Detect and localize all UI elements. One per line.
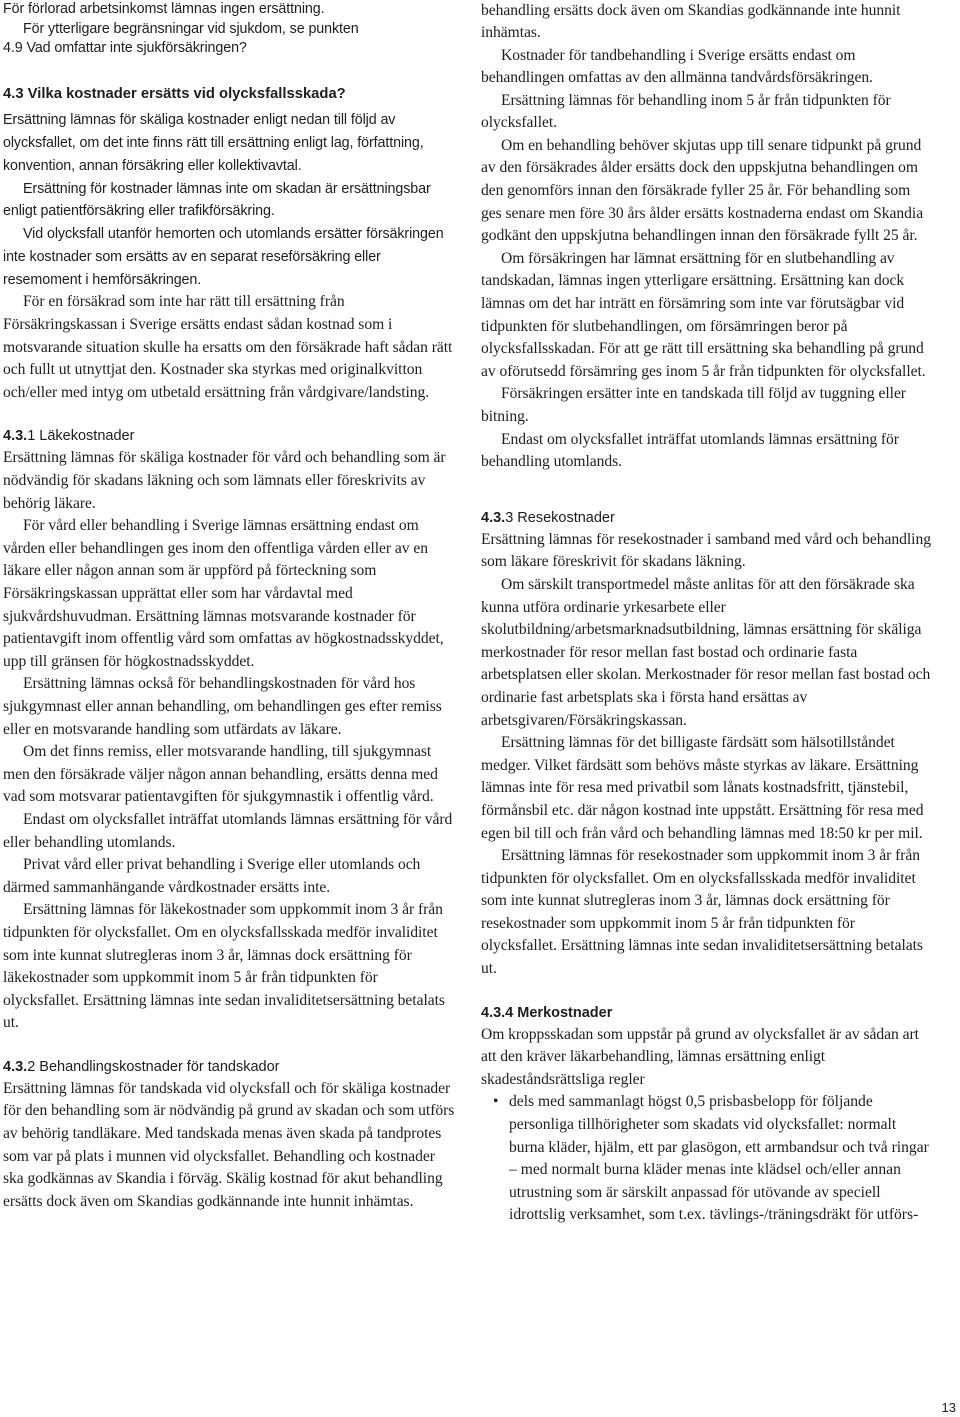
section-4-3-paragraph-4: För en försäkrad som inte har rätt till ersättning från Försäkringskassan i Sverige ersätts endast sådan kostnad som i motsvarande situation skulle ha ersatts om den försäkrade haft sådan rätt och fullt ut utnyttjat den. Kostnader ska styrkas med originalkvitton och/eller med intyg om utbetald ersättning från vårdgivare/landsting. <box>3 293 453 401</box>
section-4-3-3-paragraph-3: Ersättning lämnas för det billigaste färdsätt som hälsotillståndet medger. Vilket färdsätt som behövs måste styrkas av läkare. Ersättning lämnas inte för resa med privatbil som lånats kostnadsfritt, tjänstebil, förmånsbil etc. där någon kostnad inte uppstått. Ersättning för resa med egen bil till och från vård och behandling lämnas med 18:50 kr per mil. <box>481 734 924 842</box>
section-4-3-2-paragraph-6: Försäkringen ersätter inte en tandskada till följd av tuggning eller bitning. <box>481 385 906 425</box>
section-4-3-2-paragraph-2: Kostnader för tandbehandling i Sverige ersätts endast om behandlingen omfattas av den allmänna tandvårdsförsäkringen. <box>481 46 873 87</box>
section-4-3-2-heading <box>3 1056 455 1078</box>
section-4-3-1-paragraph-2: För vård eller behandling i Sverige lämnas ersättning endast om vården eller behandlingen ges inom den offentliga vården eller av en läkare eller någon annan som är uppförd på förteckning som Försäkringskassan upprättat eller som har vårdavtal med sjukvårdshuvudman. Ersättning lämnas motsvarande kostnader för patientavgift inom offentlig vård som omfattas av högkostnadsskyddet, upp till gränsen för högkostnadsskyddet. <box>3 517 444 670</box>
section-4-3-3-paragraph-4: Ersättning lämnas för resekostnader som uppkommit inom 3 år från tidpunkten för olycksfallet. Om en olycksfallsskada medför invaliditet som inte kunnat slutregleras inom 3 år, lämnas dock ersättning för resekostnader som uppkommit inom 5 år från tidpunkten för olycksfallet. Ersättning lämnas inte sedan invaliditetsersättning betalats ut. <box>481 847 923 978</box>
section-4-3-2-paragraph-7: Endast om olycksfallet inträffat utomlands lämnas ersättning för behandling utomlands. <box>481 430 899 471</box>
intro-line-2: För ytterligare begränsningar vid sjukdom, se punkten <box>23 20 359 37</box>
right-column <box>481 0 933 1227</box>
section-4-3-2-paragraph-4: Om en behandling behöver skjutas upp till senare tidpunkt på grund av den försäkrades ålder ersätts dock den uppskjutna behandlingen om den genomförs innan den försäkrade fyller 25 år. För behandling som ges senare men före 30 års ålder ersätts kostnaderna endast om Skandia godkänt den uppskjutna behandlingen innan den försäkrade fyllt 25 år. <box>481 136 924 245</box>
section-4-3-4-bullet-1 <box>481 1091 933 1227</box>
section-4-3-2-paragraph-5: Om försäkringen har lämnat ersättning för en slutbehandling av tandskadan, lämnas ingen ytterligare ersättning. Ersättning kan dock lämnas om det har inträtt en försämring som inte var förutsägbar vid tidpunkten för slutbehandlingen, om försämringen beror på olycksfallsskadan. För att ge rätt till ersättning ska behandling på grund av oförutsedd försämring ges inom 5 år från tidpunkten för olycksfallet. <box>481 249 926 380</box>
section-4-3-paragraph-1: Ersättning lämnas för skäliga kostnader enligt nedan till följd av olycksfallet, om det inte finns rätt till ersättning enligt lag, författning, konvention, annan försäkring eller kollektivavtal. <box>3 112 424 174</box>
section-4-3-1-paragraph-7: Ersättning lämnas för läkekostnader som uppkommit inom 3 år från tidpunkten för olycksfallet. Om en olycksfallsskada medför invaliditet som inte kunnat slutregleras inom 3 år, lämnas dock ersättning för läkekostnader som uppkommit inom 5 år från tidpunkten för olycksfallet. Ersättning lämnas inte sedan invaliditetsersättning betalats ut. <box>3 901 445 1032</box>
intro-line-1: För förlorad arbetsinkomst lämnas ingen ersättning. <box>3 1 325 17</box>
section-4-3-paragraph-3: Vid olycksfall utanför hemorten och utomlands ersätter försäkringen inte kostnader som ersätts av en separat reseförsäkring eller resemoment i hemförsäkringen. <box>3 226 444 288</box>
section-4-3-1-paragraph-4: Om det finns remiss, eller motsvarande handling, till sjukgymnast men den försäkrade väljer någon annan behandling, ersätts denna med vad som motsvarar patientavgiften för sjukgymnastik i offentlig vård. <box>3 743 438 806</box>
section-4-3-1-heading <box>3 425 455 447</box>
section-4-3-1-paragraph-5: Endast om olycksfallet inträffat utomlands lämnas ersättning för vård eller behandling utomlands. <box>3 810 453 851</box>
section-4-3-3-number: 4.3. <box>481 509 506 526</box>
section-4-3-1-paragraph-1: Ersättning lämnas för skäliga kostnader för vård och behandling som är nödvändig för skadans läkning och som lämnats eller föreskrivits av behörig läkare. <box>3 449 446 512</box>
left-column <box>3 0 455 1213</box>
section-4-3-1-number: 4.3. <box>3 428 28 445</box>
section-4-3-4-paragraph-1: Om kroppsskadan som uppstår på grund av olycksfallet är av sådan art att den kräver läkarbehandling, lämnas ersättning enligt skadeståndsrättsliga regler <box>481 1025 919 1088</box>
section-4-3-2-number: 4.3. <box>3 1058 28 1075</box>
section-4-3-2-paragraph-1-continued: behandling ersätts dock även om Skandias godkännande inte hunnit inhämtas. <box>481 1 901 42</box>
section-4-3-3-heading <box>481 507 933 529</box>
section-4-3-3-paragraph-1: Ersättning lämnas för resekostnader i samband med vård och behandling som läkare föreskrivit för skadans läkning. <box>481 530 931 571</box>
section-4-3-2-paragraph-1: Ersättning lämnas för tandskada vid olycksfall och för skäliga kostnader för den behandling som är nödvändig på grund av skadan och som utförs av behörig tandläkare. Med tandskada menas även skada på tandprotes som var på plats i munnen vid olycksfallet. Behandling och kostnader ska godkännas av Skandia i förväg. Skälig kostnad för akut behandling ersätts dock även om Skandias godkännande inte hunnit inhämtas. <box>3 1079 455 1210</box>
page-number: 13 <box>941 1400 956 1415</box>
section-4-3-1-paragraph-6: Privat vård eller privat behandling i Sverige eller utomlands och därmed sammanhängande vårdkostnader ersätts inte. <box>3 856 421 896</box>
section-4-3-2-paragraph-3: Ersättning lämnas för behandling inom 5 år från tidpunkten för olycksfallet. <box>481 91 891 132</box>
bullet-icon: • <box>493 1093 499 1111</box>
section-4-3-paragraph-2: Ersättning för kostnader lämnas inte om skadan är ersättningsbar enligt patientförsäkring eller trafikförsäkring. <box>3 180 431 220</box>
section-4-3-1-title: 1 Läkekostnader <box>27 428 135 445</box>
section-4-3-4-heading: 4.3.4 Merkostnader <box>481 1004 613 1021</box>
section-4-3-heading: 4.3 Vilka kostnader ersätts vid olycksfallsskada? <box>3 86 346 103</box>
intro-line-3: 4.9 Vad omfattar inte sjukförsäkringen? <box>3 40 247 57</box>
section-4-3-1-paragraph-3: Ersättning lämnas också för behandlingskostnaden för vård hos sjukgymnast eller annan behandling, om behandlingen ges efter remiss eller en motsvarande handling som utfärdats av läkare. <box>3 675 442 738</box>
section-4-3-2-title: 2 Behandlingskostnader för tandskador <box>27 1058 280 1075</box>
section-4-3-3-paragraph-2: Om särskilt transportmedel måste anlitas för att den försäkrade ska kunna utföra ordinarie yrkesarbete eller skolutbildning/arbetsmarknadsutbildning, lämnas ersättning för skäliga merkostnader för resor mellan fast bostad och ordinarie fasta arbetsplatsen eller skolan. Merkostnader för resor mellan fast bostad och ordinarie fast arbetsplats ska i första hand ersättas av arbetsgivaren/Försäkringskassan. <box>481 575 931 729</box>
intro-block <box>3 0 455 59</box>
section-4-3-3-title: 3 Resekostnader <box>505 509 615 526</box>
bullet-text: dels med sammanlagt högst 0,5 prisbasbelopp för följande personliga tillhörigheter som skadats vid olycksfallet: normalt burna kläder, hjälm, ett par glasögon, ett armbandsur och två ringar – med normalt burna kläder menas inte klädsel och/eller annan utrustning som är särskilt anpassad för utövande av speciell idrottslig verksamhet, som t.ex. tävlings-/träningsdräkt för utförs- <box>509 1093 929 1224</box>
